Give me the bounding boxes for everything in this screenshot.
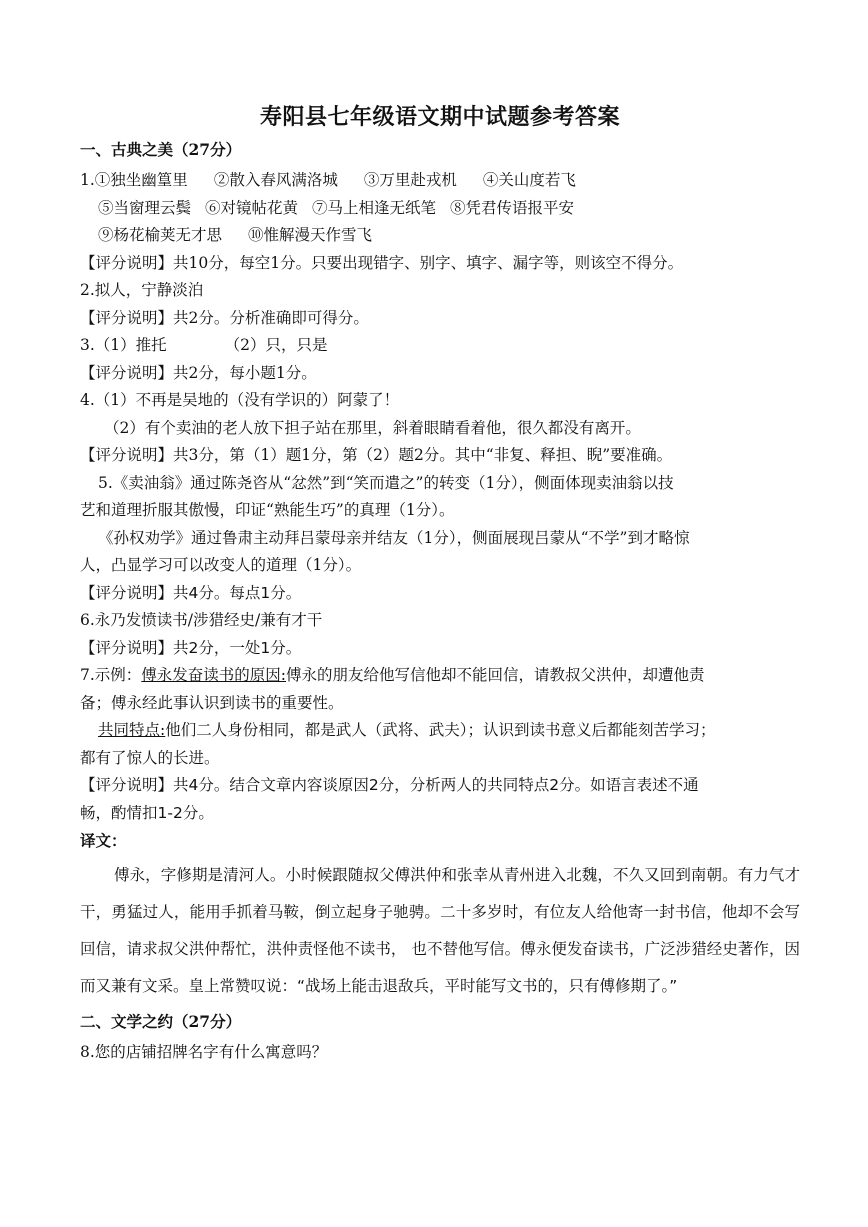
q6-answer: 6.永乃发愤读书/涉猎经史/兼有才干 [80,611,323,629]
translation-label: 译文： [80,831,127,850]
q1-answer-3: ③万里赴戎机 [363,171,457,189]
q1-answer-4: ④关山度若飞 [482,171,576,189]
q2-score-note: 【评分说明】共2分。分析准确即可得分。 [80,308,369,327]
q6-score-note: 【评分说明】共2分，一处1分。 [80,638,302,657]
translation-text: 傅永，字修期是清河人。小时候跟随叔父傅洪仲和张幸从青州进入北魏，不久又回到南朝。有力气才干，勇猛过人，能用手抓着马鞍，倒立起身子驰骋。二十多岁时，有位友人给他寄一封书信，他却不会写回信，请求叔父洪仲帮忙，洪仲责怪他不读书， 也不替他写信。傅永便发奋读书，广泛涉猎经史著作，因而又兼有文采。皇上常赞叹说：“战场上能击退敌兵，平时能写文书的，只有傅修期了。” [80,865,800,995]
q1-line-1 [80,167,800,195]
q5-score-note: 【评分说明】共4分。每点1分。 [80,583,302,602]
q5-line-4: 人，凸显学习可以改变人的道理（1分）。 [80,556,362,574]
q2-answer: 2.拟人，宁静淡泊 [80,281,204,299]
q1-answer-7: ⑦马上相逢无纸笔 [312,198,437,217]
section-heading-1: 一、古典之美（27分） [80,140,242,159]
answer-sheet [80,100,800,1066]
q5-line-1: 5.《卖油翁》通过陈尧咨从“忿然”到“笑而遣之”的转变（1分），侧面体现卖油翁以技 [98,473,674,492]
q1-answer-1: ①独坐幽篁里 [94,171,188,189]
q3-part-1: 3.（1）推托 [80,336,167,354]
q3-score-note: 【评分说明】共2分，每小题1分。 [80,363,317,382]
q1-answer-2: ②散入春风满洛城 [213,171,338,189]
q4-part-2: （2）有个卖油的老人放下担子站在那里，斜着眼睛看着他，很久都没有离开。 [104,418,641,437]
q5-line-3: 《孙权劝学》通过鲁肃主动拜吕蒙母亲并结友（1分），侧面展现吕蒙从“不学”到才略惊 [98,528,690,547]
q4-part-1: 4.（1）不再是吴地的（没有学识的）阿蒙了！ [80,391,400,409]
q7-line-1 [80,662,800,690]
q7-common-text: 他们二人身份相同，都是武人（武将、武夫）；认识到读书意义后都能刻苦学习； [165,721,716,739]
q1-answer-10: ⑩惟解漫天作雪飞 [248,226,373,244]
q5-line-2: 艺和道理折服其傲慢，印证“熟能生巧”的真理（1分）。 [80,501,455,519]
q7-reason-text: 傅永的朋友给他写信他却不能回信，请教叔父洪仲，却遭他责 [286,666,705,684]
q1-answer-8: ⑧凭君传语报平安 [450,198,575,217]
q7-reason-label: 傅永发奋读书的原因: [141,666,287,684]
q7-prefix: 7.示例： [80,666,142,684]
q7-common-label: 共同特点: [98,721,166,739]
q1-answer-9: ⑨杨花榆荚无才思 [98,226,223,244]
q7-score-note-2: 畅，酌情扣1-2分。 [80,803,214,822]
q8-question: 8.您的店铺招牌名字有什么寓意吗？ [80,1042,328,1061]
q1-line-2 [80,195,800,223]
q3-answer [80,332,800,360]
q1-score-note: 【评分说明】共10分，每空1分。只要出现错字、别字、填字、漏字等，则该空不得分。 [80,253,684,272]
q7-line-4: 都有了惊人的长进。 [80,748,220,767]
q1-line-3 [80,222,800,250]
q3-part-2: （2）只，只是 [224,336,328,354]
section-heading-2: 二、文学之约（27分） [80,1011,242,1031]
page-title: 寿阳县七年级语文期中试题参考答案 [259,104,620,130]
q1-answer-5: ⑤当窗理云鬓 [98,198,192,217]
q1-prefix: 1. [80,171,95,189]
q7-line-3 [80,717,800,745]
q4-score-note: 【评分说明】共3分，第（1）题1分，第（2）题2分。其中“非复、释担、睨”要准确。 [80,446,673,464]
q7-line-2: 备；傅永经此事认识到读书的重要性。 [80,693,344,712]
q1-answer-6: ⑥对镜帖花黄 [205,198,299,217]
q7-score-note-1: 【评分说明】共4分。结合文章内容谈原因2分，分析两人的共同特点2分。如语言表述不通 [80,776,699,794]
